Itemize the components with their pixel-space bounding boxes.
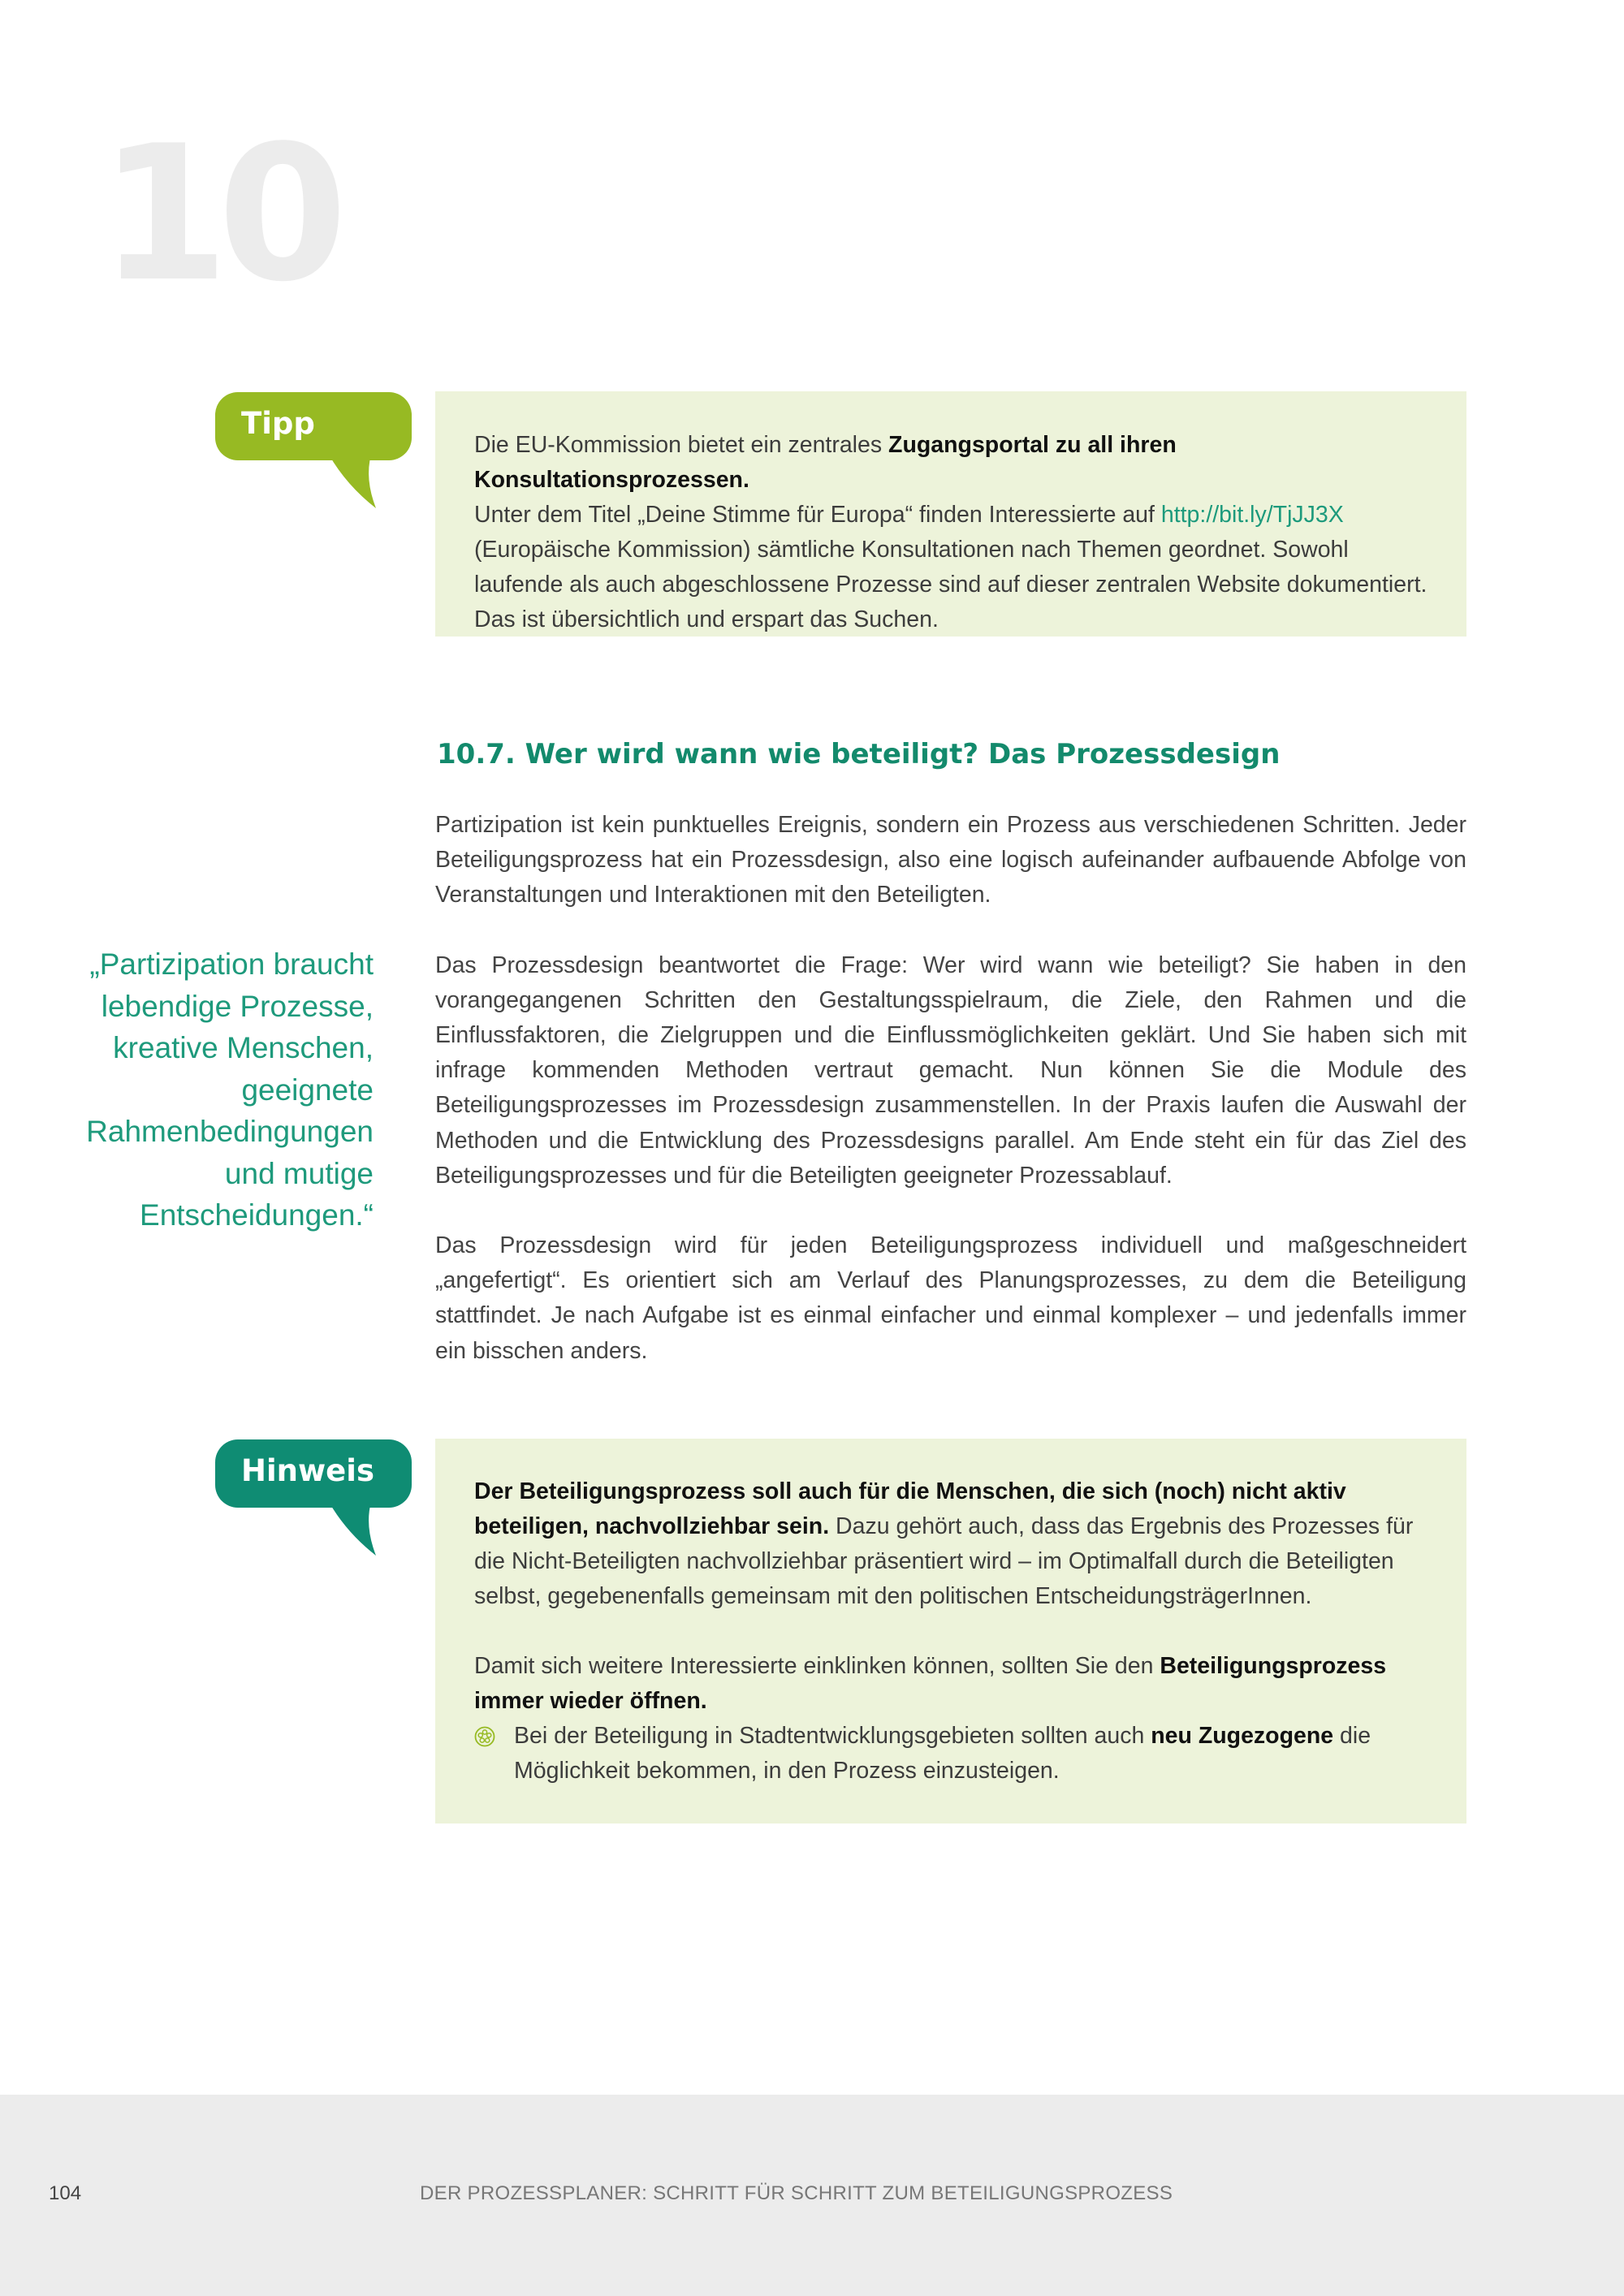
body-paragraph: Partizipation ist kein punktuelles Ereignis, sondern ein Prozess aus verschiedenen Schritten. Jeder Beteiligungsprozess hat ein Prozessdesign, also eine logisch aufeinander aufbauende Abfolge von Veranstaltungen und Interaktionen mit den Beteiligten. (435, 812, 1466, 908)
bullet-text: Bei der Beteiligung in Stadtentwicklungsgebieten sollten auch (514, 1723, 1151, 1749)
hinweis-text-emphasis: Der Beteiligungsprozess soll auch für die Menschen, die sich (noch) nicht aktiv beteiligen, nachvollziehbar sein. (474, 1478, 1346, 1539)
section-heading: 10.7. Wer wird wann wie beteiligt? Das Prozessdesign (437, 738, 1281, 770)
flower-bullet-icon (474, 1726, 495, 1747)
tipp-box (435, 391, 1466, 637)
running-title: DER PROZESSPLANER: SCHRITT FÜR SCHRITT ZUM BETEILIGUNGSPROZESS (420, 2182, 1173, 2204)
body-paragraph: Das Prozessdesign beantwortet die Frage: Wer wird wann wie beteiligt? Sie haben in den vorangegangenen Schritten den Gestaltungsspielraum, die Ziele, den Rahmen und die Einflussfaktoren, die Zielgruppen und die Einflussmöglichkeiten geklärt. Und Sie haben sich mit infrage kommenden Methoden vertraut gemacht. Nun können Sie die Module des Beteiligungsprozesses im Prozessdesign zusammenstellen. In der Praxis laufen die Auswahl der Methoden und die Entwicklung des Prozessdesigns parallel. Am Ende steht ein für das Ziel des Beteiligungsprozesses und für die Beteiligten geeigneter Prozessablauf. (435, 952, 1466, 1189)
hinweis-box (435, 1439, 1466, 1823)
page-number: 104 (49, 2182, 82, 2204)
hinweis-bubble-tail-icon (329, 1502, 378, 1559)
hinweis-text-emphasis: Beteiligungsprozess immer wieder öffnen. (474, 1653, 1387, 1714)
section-body (435, 808, 1466, 1404)
tipp-text-rest: (Europäische Kommission) sämtliche Konsultationen nach Themen geordnet. Sowohl laufende als auch abgeschlossene Prozesse sind auf dieser zentralen Website dokumentiert. Das ist übersichtlich und erspart das Suchen. (474, 537, 1427, 632)
hinweis-label: Hinweis (241, 1453, 374, 1488)
hinweis-text: Damit sich weitere Interessierte einklinken können, sollten Sie den (474, 1653, 1160, 1679)
hinweis-bullet (474, 1719, 1427, 1789)
tipp-text-intro: Die EU-Kommission bietet ein zentrales (474, 432, 889, 458)
chapter-number: 10 (99, 106, 337, 323)
tipp-label: Tipp (241, 406, 315, 441)
tipp-text-emphasis: Zugangsportal zu all ihren Konsultationsprozessen. (474, 432, 1177, 493)
tipp-bubble-tail-icon (329, 455, 378, 511)
tipp-badge (215, 392, 412, 460)
hinweis-badge (215, 1439, 412, 1508)
body-paragraph: Das Prozessdesign wird für jeden Beteiligungsprozess individuell und maßgeschneidert „angefertigt“. Es orientiert sich am Verlauf des Planungsprozesses, zu dem die Beteiligung stattfindet. Je nach Aufgabe ist es einmal einfacher und einmal komplexer – und jedenfalls immer ein bisschen anders. (435, 1232, 1466, 1364)
hinweis-text: Dazu gehört auch, dass das Ergebnis des Prozesses für die Nicht-Beteiligten nachvollziehbar präsentiert wird – im Optimalfall durch die Beteiligten selbst, gegebenenfalls gemeinsam mit den politischen EntscheidungsträgerInnen. (474, 1513, 1414, 1609)
tipp-link[interactable]: http://bit.ly/TjJJ3X (1160, 502, 1344, 528)
bullet-text-emphasis: neu Zugezogene (1151, 1723, 1334, 1749)
bullet-text: die Möglichkeit bekommen, in den Prozess einzusteigen. (514, 1723, 1371, 1784)
pull-quote: „Partizipation braucht lebendige Prozesse, kreative Menschen, geeignete Rahmenbedingungen und mutige Entscheidungen.“ (86, 947, 374, 1232)
tipp-text-title: Unter dem Titel „Deine Stimme für Europa“ finden Interessierte auf (474, 502, 1161, 528)
